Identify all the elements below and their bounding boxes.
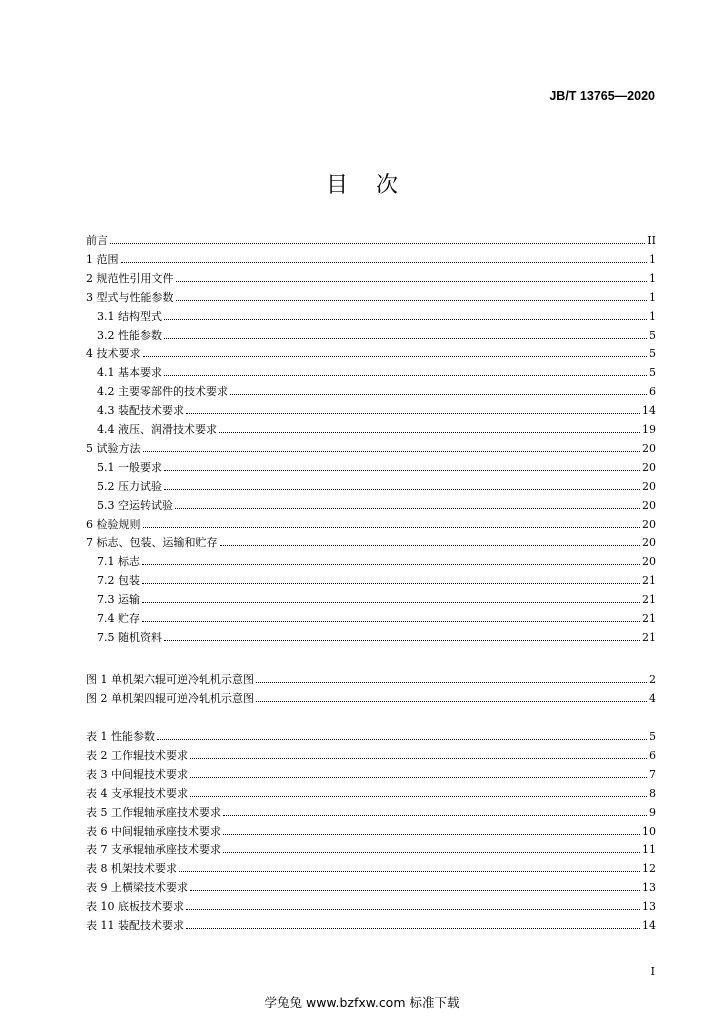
dot-leader <box>142 602 640 603</box>
toc-entry-text: 7.3 运输 <box>97 593 140 607</box>
toc-entry-page: 1 <box>649 309 656 323</box>
toc-entry-page: 20 <box>642 555 656 569</box>
toc-entry-page: 20 <box>642 536 656 550</box>
table-entry[interactable] <box>86 838 656 856</box>
dot-leader <box>143 356 648 357</box>
table-entry-page: 10 <box>642 824 656 838</box>
table-entry-page: 6 <box>649 748 656 762</box>
page-number: I <box>650 965 655 978</box>
standard-code: JB/T 13765—2020 <box>549 89 655 103</box>
toc-entry-text: 4.1 基本要求 <box>97 366 162 380</box>
toc-entry-text: 7.5 随机资料 <box>97 630 162 644</box>
toc-entry-text: 3.2 性能参数 <box>97 328 162 342</box>
toc-entry-page: 1 <box>649 271 656 285</box>
toc-entry-text: 2 规范性引用文件 <box>86 271 174 285</box>
dot-leader <box>164 489 640 490</box>
dot-leader <box>110 243 645 244</box>
table-entry-text: 表 1 性能参数 <box>86 730 155 743</box>
dot-leader <box>223 852 640 853</box>
toc-entry[interactable] <box>86 229 656 247</box>
table-entry[interactable] <box>86 763 656 781</box>
toc-entry-text: 前言 <box>86 234 108 247</box>
toc-entry-text: 5 试验方法 <box>86 441 141 455</box>
table-entry-page: 9 <box>649 805 656 819</box>
toc-entry-text: 7.4 贮存 <box>97 612 140 625</box>
table-entry-page: 5 <box>649 730 656 743</box>
toc-entry[interactable] <box>97 399 656 417</box>
dot-leader <box>256 682 647 683</box>
toc-entry[interactable] <box>97 569 656 587</box>
table-entry[interactable] <box>86 876 656 894</box>
toc-entry-text: 7.1 标志 <box>97 555 140 569</box>
table-entry[interactable] <box>86 744 656 762</box>
toc-entry[interactable] <box>97 550 656 568</box>
toc-entry-page: 21 <box>642 612 656 625</box>
toc-entry[interactable] <box>86 531 656 549</box>
dot-leader <box>176 281 648 282</box>
table-entry-text: 表 10 底板技术要求 <box>86 900 184 914</box>
dot-leader <box>179 871 640 872</box>
dot-leader <box>143 527 641 528</box>
toc-entry[interactable] <box>97 588 656 606</box>
page-title: 目次 <box>325 173 426 198</box>
toc-entry-text: 4.4 液压、润滑技术要求 <box>97 423 217 436</box>
toc-entry-page: 20 <box>642 441 656 455</box>
dot-leader <box>186 928 640 929</box>
dot-leader <box>164 470 640 471</box>
table-entry-text: 表 8 机架技术要求 <box>86 862 177 876</box>
toc-entry-page: 5 <box>649 366 656 380</box>
toc-entry-text: 1 范围 <box>86 252 119 266</box>
table-entry-text: 表 6 中间辊轴承座技术要求 <box>86 824 221 838</box>
toc-entry[interactable] <box>97 475 656 493</box>
dot-leader <box>142 564 640 565</box>
toc-entry-page: 1 <box>649 252 656 266</box>
table-entry-text: 表 7 支承辊轴承座技术要求 <box>86 843 221 857</box>
table-entry[interactable] <box>86 914 656 932</box>
figure-entry[interactable] <box>86 687 656 705</box>
table-entry[interactable] <box>86 820 656 838</box>
toc-entry-page: II <box>647 234 656 247</box>
toc-entry-page: 1 <box>649 290 656 304</box>
toc-entry-page: 5 <box>649 347 656 361</box>
table-entry-page: 11 <box>642 843 656 857</box>
dot-leader <box>190 777 647 778</box>
toc-entry[interactable] <box>97 456 656 474</box>
dot-leader <box>190 796 647 797</box>
watermark-text: 学兔兔 www.bzfxw.com 标准下载 <box>264 995 460 1010</box>
dot-leader <box>121 262 648 263</box>
table-entry-text: 表 2 工作辊技术要求 <box>86 748 188 762</box>
figure-entry-text: 图 1 单机架六辊可逆冷轧机示意图 <box>86 673 254 686</box>
dot-leader <box>164 338 647 339</box>
table-entry-page: 8 <box>649 786 656 800</box>
dot-leader <box>176 300 648 301</box>
toc-entry-text: 3.1 结构型式 <box>97 309 162 323</box>
dot-leader <box>142 621 640 622</box>
table-entry-text: 表 5 工作辊轴承座技术要求 <box>86 805 221 819</box>
toc-entry-page: 21 <box>642 593 656 607</box>
dot-leader <box>220 545 641 546</box>
toc-entry-text: 3 型式与性能参数 <box>86 290 174 304</box>
dot-leader <box>223 815 647 816</box>
dot-leader <box>256 701 647 702</box>
toc-entry[interactable] <box>97 324 656 342</box>
toc-entry[interactable] <box>97 305 656 323</box>
table-entry[interactable] <box>86 801 656 819</box>
table-entry-text: 表 9 上横梁技术要求 <box>86 881 188 895</box>
table-entry[interactable] <box>86 857 656 875</box>
toc-entry[interactable] <box>97 418 656 436</box>
table-entry-page: 13 <box>642 881 656 895</box>
toc-entry[interactable] <box>97 607 656 625</box>
toc-entry[interactable] <box>86 513 656 531</box>
table-entry[interactable] <box>86 895 656 913</box>
toc-entry-text: 7 标志、包装、运输和贮存 <box>86 536 218 550</box>
toc-entry-text: 5.3 空运转试验 <box>97 498 173 512</box>
toc-entry[interactable] <box>97 626 656 644</box>
figure-entry-text: 图 2 单机架四辊可逆冷轧机示意图 <box>86 691 254 705</box>
dot-leader <box>219 432 640 433</box>
dot-leader <box>230 394 647 395</box>
table-entry[interactable] <box>86 725 656 743</box>
table-entry-page: 14 <box>642 919 656 932</box>
toc-entry[interactable] <box>97 494 656 512</box>
toc-entry-page: 21 <box>642 574 656 588</box>
toc-entry-page: 20 <box>642 498 656 512</box>
dot-leader <box>142 583 640 584</box>
dot-leader <box>186 909 640 910</box>
toc-entry-text: 4.3 装配技术要求 <box>97 404 184 418</box>
figure-entry-page: 4 <box>649 691 656 705</box>
table-entry-text: 表 3 中间辊技术要求 <box>86 767 188 781</box>
toc-entry-page: 20 <box>642 517 656 531</box>
dot-leader <box>223 834 640 835</box>
toc-entry[interactable] <box>86 342 656 360</box>
dot-leader <box>157 739 647 740</box>
toc-entry-page: 20 <box>642 479 656 493</box>
table-entry[interactable] <box>86 782 656 800</box>
toc-entry-page: 19 <box>642 423 656 436</box>
toc-entry-text: 5.1 一般要求 <box>97 460 162 474</box>
toc-entry-page: 21 <box>642 630 656 644</box>
toc-entry-page: 20 <box>642 460 656 474</box>
toc-entry[interactable] <box>86 286 656 304</box>
toc-entry-page: 6 <box>649 385 656 399</box>
table-entry-page: 12 <box>642 862 656 876</box>
figure-entry-page: 2 <box>649 673 656 686</box>
toc-entry[interactable] <box>97 380 656 398</box>
dot-leader <box>190 758 647 759</box>
table-entry-page: 7 <box>649 767 656 781</box>
dot-leader <box>164 640 640 641</box>
dot-leader <box>164 375 647 376</box>
toc-entry-text: 4.2 主要零部件的技术要求 <box>97 385 228 399</box>
toc-entry-page: 14 <box>642 404 656 418</box>
table-entry-page: 13 <box>642 900 656 914</box>
dot-leader <box>164 319 647 320</box>
table-entry-text: 表 4 支承辊技术要求 <box>86 786 188 800</box>
toc-entry[interactable] <box>97 361 656 379</box>
toc-entry-text: 5.2 压力试验 <box>97 479 162 493</box>
toc-entry-text: 7.2 包装 <box>97 574 140 588</box>
dot-leader <box>175 508 640 509</box>
toc-entry[interactable] <box>86 267 656 285</box>
dot-leader <box>186 413 640 414</box>
toc-entry[interactable] <box>86 248 656 266</box>
toc-entry-page: 5 <box>649 328 656 342</box>
figure-entry[interactable] <box>86 668 656 686</box>
toc-entry[interactable] <box>86 437 656 455</box>
dot-leader <box>143 451 641 452</box>
toc-entry-text: 4 技术要求 <box>86 347 141 361</box>
dot-leader <box>190 890 640 891</box>
table-entry-text: 表 11 装配技术要求 <box>86 919 184 932</box>
toc-entry-text: 6 检验规则 <box>86 517 141 531</box>
